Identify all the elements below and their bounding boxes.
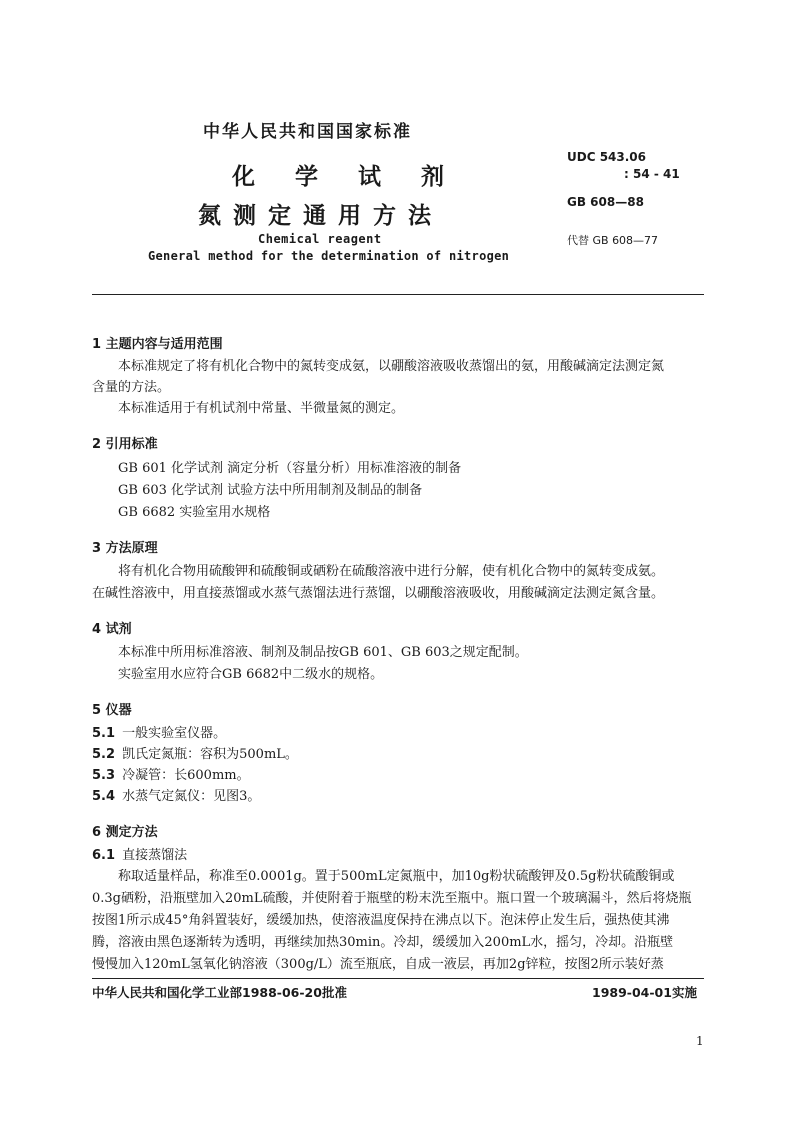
title-cn-line2: 氮测定通用方法 xyxy=(198,203,443,229)
reference-gb6682: GB 6682 实验室用水规格 xyxy=(118,505,271,520)
section-3-line-2: 在碱性溶液中，用直接蒸馏或水蒸气蒸馏法进行蒸馏，以硼酸溶液吸收，用酸碱滴定法测定氮含量。 xyxy=(92,586,665,601)
effective-date: 1989-04-01实施 xyxy=(592,985,697,1000)
procedure-line: 0.3g硒粉，沿瓶壁加入20mL硫酸，并使附着于瓶壁的粉末洗至瓶中。瓶口置一个玻璃漏斗，然后将烧瓶 xyxy=(92,891,692,906)
title-en-line2: General method for the determination of nitrogen xyxy=(148,249,510,263)
replaces-standard: 代替 GB 608—77 xyxy=(567,234,659,247)
item-number: 5.1 xyxy=(92,726,116,741)
section-3-line-1: 将有机化合物用硫酸钾和硫酸铜或硒粉在硫酸溶液中进行分解，使有机化合物中的氮转变成氨。 xyxy=(118,564,665,579)
approval-date: 中华人民共和国化学工业部1988-06-20批准 xyxy=(92,985,347,1000)
subsection-title: 直接蒸馏法 xyxy=(122,848,188,863)
section-2-heading: 2 引用标准 xyxy=(92,437,158,452)
section-4-line-2: 实验室用水应符合GB 6682中二级水的规格。 xyxy=(118,667,384,682)
item-number: 5.4 xyxy=(92,789,116,804)
udc-code-sub: : 54 - 41 xyxy=(624,167,680,181)
item-number: 5.3 xyxy=(92,768,116,783)
header-divider xyxy=(92,294,704,295)
item-text: 冷凝管：长600mm。 xyxy=(122,768,250,783)
gb-standard-code: GB 608—88 xyxy=(567,195,644,209)
instrument-item xyxy=(92,723,226,744)
title-en-line1: Chemical reagent xyxy=(258,232,382,246)
title-cn-line1: 化 学 试 剂 xyxy=(232,164,461,190)
item-text: 凯氏定氮瓶：容积为500mL。 xyxy=(122,747,298,762)
section-3-heading: 3 方法原理 xyxy=(92,541,158,556)
item-text: 水蒸气定氮仪：见图3。 xyxy=(122,789,261,804)
udc-code: UDC 543.06 xyxy=(567,150,646,164)
instrument-item xyxy=(92,744,298,765)
item-number: 5.2 xyxy=(92,747,116,762)
section-5-heading: 5 仪器 xyxy=(92,703,132,718)
subsection-number: 6.1 xyxy=(92,848,116,863)
item-text: 一般实验室仪器。 xyxy=(122,726,227,741)
reference-gb601: GB 601 化学试剂 滴定分析（容量分析）用标准溶液的制备 xyxy=(118,461,462,476)
procedure-line: 称取适量样品，称准至0.0001g。置于500mL定氮瓶中，加10g粉状硫酸钾及0.5g粉状硫酸铜或 xyxy=(118,869,675,884)
section-6-heading: 6 测定方法 xyxy=(92,825,158,840)
section-4-heading: 4 试剂 xyxy=(92,622,132,637)
section-4-line-1: 本标准中所用标准溶液、制剂及制品按GB 601、GB 603之规定配制。 xyxy=(118,645,528,660)
reference-gb603: GB 603 化学试剂 试验方法中所用制剂及制品的制备 xyxy=(118,483,423,498)
procedure-line: 慢慢加入120mL氢氧化钠溶液（300g/L）流至瓶底，自成一液层，再加2g锌粒，按图2所示装好蒸 xyxy=(92,957,664,972)
section-1-heading: 1 主题内容与适用范围 xyxy=(92,337,223,352)
section-1-paragraph-1-line-1: 本标准规定了将有机化合物中的氮转变成氨，以硼酸溶液吸收蒸馏出的氨，用酸碱滴定法测定氮 xyxy=(118,359,665,374)
procedure-line: 腾，溶液由黑色逐渐转为透明，再继续加热30min。冷却，缓缓加入200mL水，摇匀，冷却。沿瓶壁 xyxy=(92,935,674,950)
subsection-6-1 xyxy=(92,845,187,866)
page-number: 1 xyxy=(696,1034,704,1048)
footer-divider xyxy=(92,978,704,979)
instrument-item xyxy=(92,786,260,807)
section-1-paragraph-1-line-2: 含量的方法。 xyxy=(92,380,171,395)
issuing-authority: 中华人民共和国国家标准 xyxy=(203,122,412,142)
procedure-line: 按图1所示成45°角斜置装好，缓缓加热，使溶液温度保持在沸点以下。泡沫停止发生后，强热使其沸 xyxy=(92,913,670,928)
section-1-paragraph-2: 本标准适用于有机试剂中常量、半微量氮的测定。 xyxy=(118,401,405,416)
instrument-item xyxy=(92,765,250,786)
